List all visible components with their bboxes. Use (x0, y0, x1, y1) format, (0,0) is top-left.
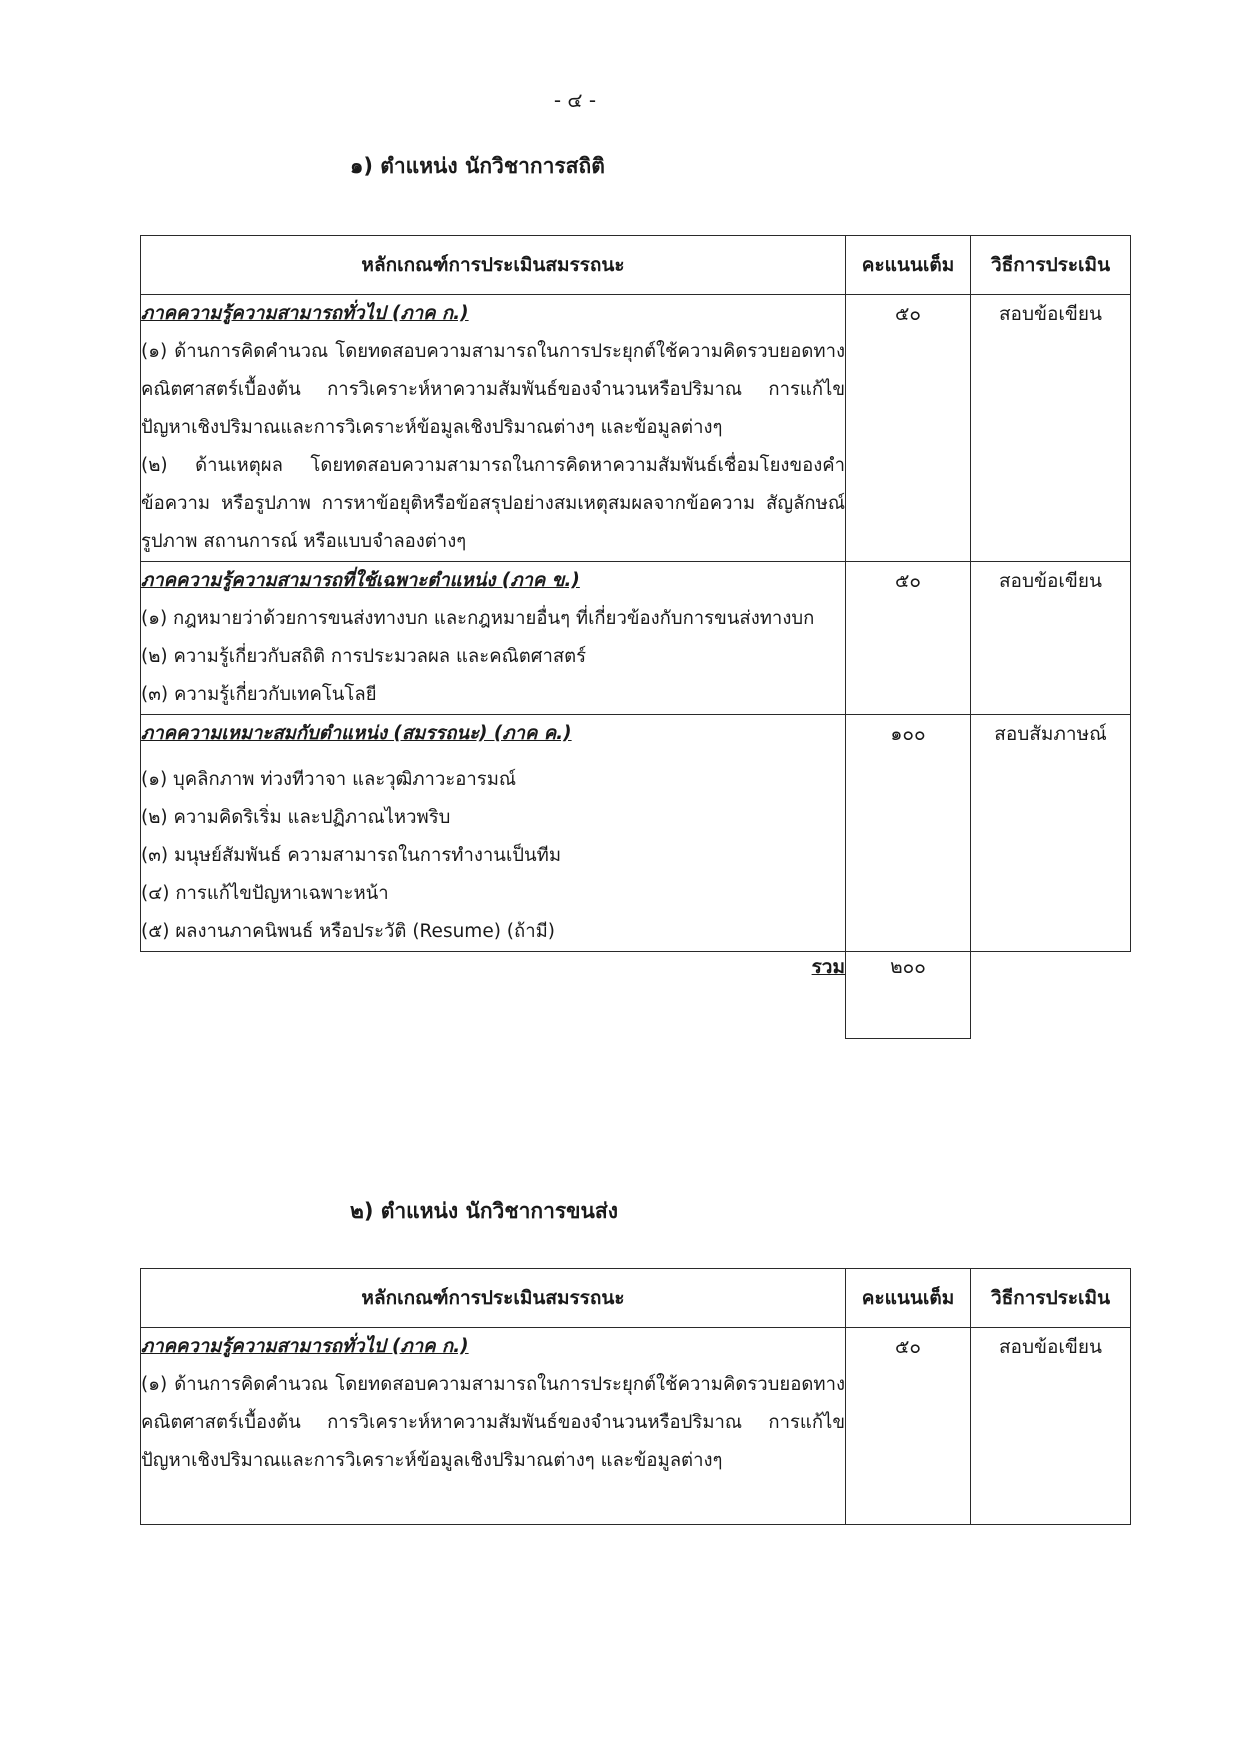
criteria-cell (141, 715, 846, 952)
table-header-row (141, 1269, 1131, 1328)
table-row (141, 1328, 1131, 1525)
criteria-item: (๓) ความรู้เกี่ยวกับเทคโนโลยี (141, 684, 377, 705)
method-cell: สอบข้อเขียน (971, 1328, 1131, 1525)
header-method: วิธีการประเมิน (971, 1269, 1131, 1328)
method-cell: สอบสัมภาษณ์ (971, 715, 1131, 952)
section-2-table (140, 1268, 1131, 1525)
score-cell: ๕๐ (846, 295, 971, 562)
header-score: คะแนนเต็ม (846, 1269, 971, 1328)
total-row (141, 952, 1131, 1039)
method-cell: สอบข้อเขียน (971, 295, 1131, 562)
criteria-item: (๒) ด้านเหตุผล โดยทดสอบความสามารถในการคิดหาความสัมพันธ์เชื่อมโยงของคำ ข้อความ หรือรูปภาพ การหาข้อยุติหรือข้อสรุปอย่างสมเหตุสมผลจากข้อความ สัญลักษณ์ รูปภาพ สถานการณ์ หรือแบบจำลองต่างๆ (141, 455, 845, 552)
table-header-row (141, 236, 1131, 295)
score-cell: ๕๐ (846, 1328, 971, 1525)
score-cell: ๑๐๐ (846, 715, 971, 952)
section-1-title: ๑) ตำแหน่ง นักวิชาการสถิติ (350, 154, 605, 178)
table-row (141, 562, 1131, 715)
part-title: ภาคความรู้ความสามารถที่ใช้เฉพาะตำแหน่ง (ภาค ข.) (141, 570, 580, 591)
criteria-item: (๑) บุคลิกภาพ ท่วงทีวาจา และวุฒิภาวะอารมณ์ (141, 769, 517, 790)
part-title: ภาคความรู้ความสามารถทั่วไป (ภาค ก.) (141, 303, 469, 324)
total-empty-cell (971, 952, 1131, 1039)
criteria-item: (๑) ด้านการคิดคำนวณ โดยทดสอบความสามารถในการประยุกต์ใช้ความคิดรวบยอดทางคณิตศาสตร์เบื้องต้น การวิเคราะห์หาความสัมพันธ์ของจำนวนหรือปริมาณ การแก้ไขปัญหาเชิงปริมาณและการวิเคราะห์ข้อมูลเชิงปริมาณต่างๆ และข้อมูลต่างๆ (141, 1374, 845, 1471)
total-score: ๒๐๐ (846, 952, 971, 1039)
header-criteria: หลักเกณฑ์การประเมินสมรรถนะ (141, 236, 846, 295)
criteria-cell (141, 1328, 846, 1525)
criteria-cell (141, 295, 846, 562)
header-score: คะแนนเต็ม (846, 236, 971, 295)
header-criteria: หลักเกณฑ์การประเมินสมรรถนะ (141, 1269, 846, 1328)
criteria-item: (๒) ความรู้เกี่ยวกับสถิติ การประมวลผล และคณิตศาสตร์ (141, 646, 587, 667)
page-number: - ๔ - (553, 88, 597, 112)
criteria-item: (๔) การแก้ไขปัญหาเฉพาะหน้า (141, 883, 389, 904)
criteria-item: (๓) มนุษย์สัมพันธ์ ความสามารถในการทำงานเป็นทีม (141, 845, 562, 866)
table-row (141, 295, 1131, 562)
section-1-table (140, 235, 1131, 1039)
criteria-item: (๕) ผลงานภาคนิพนธ์ หรือประวัติ (Resume) (ถ้ามี) (141, 921, 556, 942)
header-method: วิธีการประเมิน (971, 236, 1131, 295)
method-cell: สอบข้อเขียน (971, 562, 1131, 715)
criteria-cell (141, 562, 846, 715)
criteria-item: (๑) ด้านการคิดคำนวณ โดยทดสอบความสามารถในการประยุกต์ใช้ความคิดรวบยอดทางคณิตศาสตร์เบื้องต้น การวิเคราะห์หาความสัมพันธ์ของจำนวนหรือปริมาณ การแก้ไขปัญหาเชิงปริมาณและการวิเคราะห์ข้อมูลเชิงปริมาณต่างๆ และข้อมูลต่างๆ (141, 341, 845, 438)
part-title: ภาคความรู้ความสามารถทั่วไป (ภาค ก.) (141, 1336, 469, 1357)
table-row (141, 715, 1131, 952)
part-title: ภาคความเหมาะสมกับตำแหน่ง (สมรรถนะ) (ภาค ค.) (141, 723, 572, 744)
section-2-title: ๒) ตำแหน่ง นักวิชาการขนส่ง (350, 1199, 618, 1223)
criteria-item: (๑) กฎหมายว่าด้วยการขนส่งทางบก และกฎหมายอื่นๆ ที่เกี่ยวข้องกับการขนส่งทางบก (141, 608, 815, 629)
score-cell: ๕๐ (846, 562, 971, 715)
total-label: รวม (811, 956, 845, 978)
criteria-item: (๒) ความคิดริเริ่ม และปฏิภาณไหวพริบ (141, 807, 451, 828)
